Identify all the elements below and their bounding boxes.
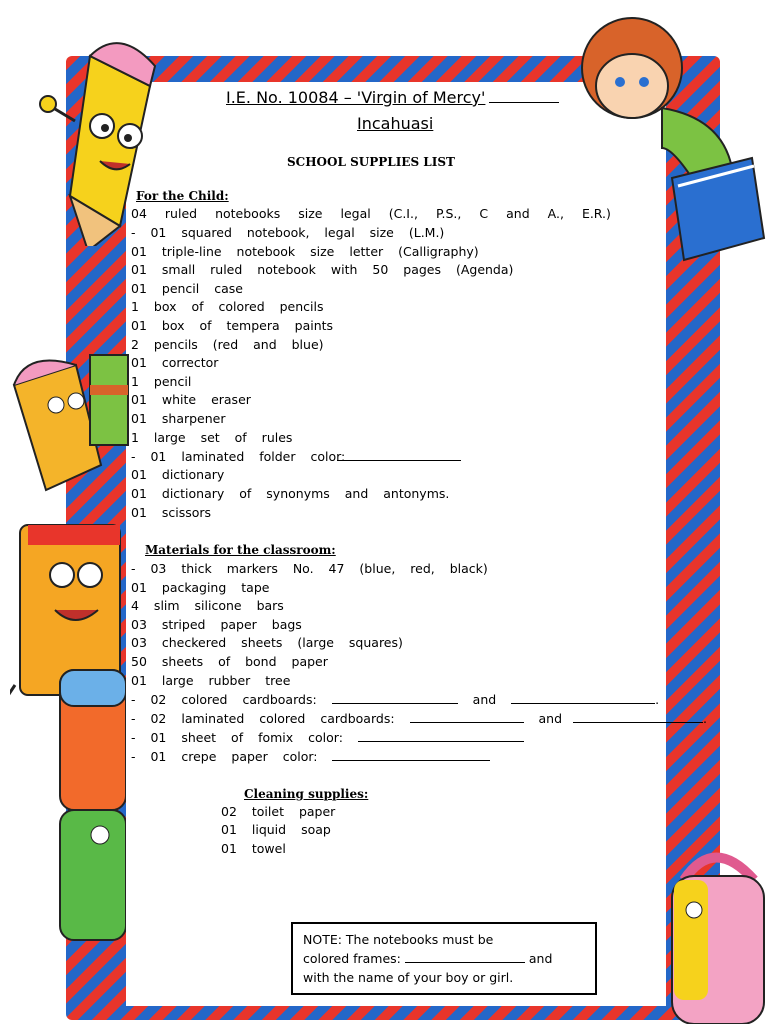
list-item-text: - 01 crepe paper color:	[131, 749, 318, 764]
list-item: 01 large rubber tree	[131, 673, 291, 688]
note-box	[291, 922, 597, 995]
fill-in-blank[interactable]	[410, 710, 524, 723]
and-text: and	[538, 711, 563, 726]
list-item: 01 dictionary of synonyms and antonyms.	[131, 486, 450, 501]
section-title-child: For the Child:	[136, 189, 229, 203]
list-item: 02 toilet paper	[221, 804, 336, 819]
list-item: 01 dictionary	[131, 467, 225, 482]
note-text: and	[528, 951, 553, 966]
list-item: 01 liquid soap	[221, 822, 331, 837]
school-name-text: I.E. No. 10084 – 'Virgin of Mercy'	[226, 88, 486, 107]
fill-in-blank[interactable]	[405, 950, 525, 963]
fill-in-blank[interactable]	[358, 729, 524, 742]
list-item: - 02 laminated colored cardboards: and .	[131, 711, 708, 726]
and-text: and	[472, 692, 497, 707]
list-item-text: - 02 colored cardboards:	[131, 692, 317, 707]
list-item: 50 sheets of bond paper	[131, 654, 328, 669]
school-name-heading	[226, 88, 559, 107]
note-line: NOTE: The notebooks must be	[303, 932, 494, 947]
title-underline-blank	[489, 88, 559, 103]
fill-in-blank[interactable]	[332, 691, 458, 704]
list-item: 01 small ruled notebook with 50 pages (Agenda)	[131, 262, 514, 277]
document-title: SCHOOL SUPPLIES LIST	[287, 155, 455, 169]
list-item: 01 packaging tape	[131, 580, 270, 595]
list-item: 01 towel	[221, 841, 286, 856]
list-item: 01 box of tempera paints	[131, 318, 334, 333]
list-item: 01 pencil case	[131, 281, 243, 296]
fill-in-blank[interactable]	[332, 748, 490, 761]
list-item: 01 corrector	[131, 355, 219, 370]
list-item-text: - 01 laminated folder color:	[131, 449, 346, 464]
list-item-text: - 02 laminated colored cardboards:	[131, 711, 395, 726]
list-item: 1 pencil	[131, 374, 192, 389]
list-item: - 03 thick markers No. 47 (blue, red, black)	[131, 561, 488, 576]
note-line: with the name of your boy or girl.	[303, 970, 514, 985]
list-item: 03 striped paper bags	[131, 617, 302, 632]
list-item: 01 sharpener	[131, 411, 226, 426]
list-item: 01 triple-line notebook size letter (Calligraphy)	[131, 244, 479, 259]
list-item: 1 box of colored pencils	[131, 299, 324, 314]
fill-in-blank[interactable]	[337, 448, 461, 461]
list-item: 1 large set of rules	[131, 430, 293, 445]
fill-in-blank[interactable]	[511, 691, 655, 704]
list-item: 03 checkered sheets (large squares)	[131, 635, 403, 650]
list-item-text: - 01 sheet of fomix color:	[131, 730, 343, 745]
list-item	[131, 729, 524, 745]
list-item: 01 white eraser	[131, 392, 251, 407]
list-item: 4 slim silicone bars	[131, 598, 284, 613]
list-item: 04 ruled notebooks size legal (C.I., P.S., C and A., E.R.)	[131, 206, 611, 221]
list-item: - 02 colored cardboards: and .	[131, 692, 660, 707]
list-item: - 01 squared notebook, legal size (L.M.)	[131, 225, 445, 240]
list-item: 01 scissors	[131, 505, 212, 520]
section-title-cleaning: Cleaning supplies:	[244, 787, 369, 801]
location-heading: Incahuasi	[357, 114, 434, 133]
list-item	[131, 748, 490, 764]
fill-in-blank[interactable]	[573, 710, 703, 723]
note-line	[303, 949, 595, 968]
list-item: 2 pencils (red and blue)	[131, 337, 324, 352]
list-item	[131, 448, 461, 464]
section-title-classroom: Materials for the classroom:	[145, 543, 336, 557]
note-text: colored frames:	[303, 951, 401, 966]
